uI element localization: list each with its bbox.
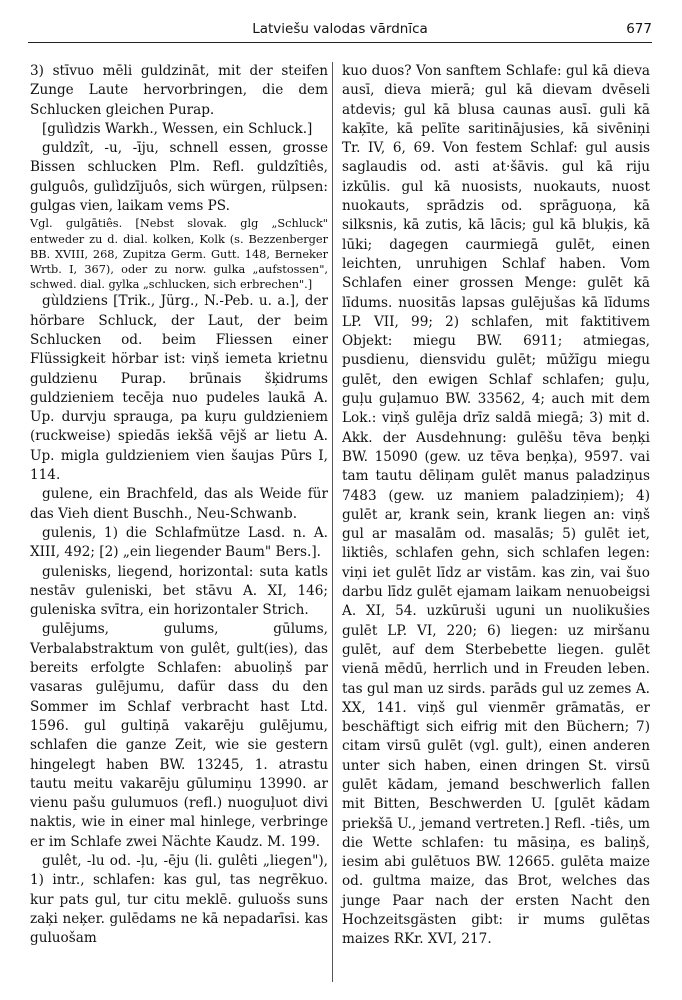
page-number: 677 <box>626 21 652 37</box>
entry-paragraph: 3) stīvuo mēli guldzināt, mit der steifen Zunge Laute hervorbringen, die dem Schlucken gleichen Purap. <box>30 63 328 118</box>
right-column <box>342 62 650 950</box>
entry-paragraph: gulenis, 1) die Schlafmütze Lasd. n. A. XIII, 492; [2) „ein liegender Baum" Bers.]. <box>30 524 328 561</box>
header-rule <box>28 42 652 43</box>
entry-paragraph: gulene, ein Brachfeld, das als Weide für das Vieh dient Buschh., Neu-Schwanb. <box>30 486 328 522</box>
page-header <box>28 18 652 40</box>
entry-paragraph: [gulìdzis Warkh., Wessen, ein Schluck.] <box>42 120 313 137</box>
left-column <box>30 62 328 948</box>
entry-paragraph: gulêt, -lu od. -ļu, -ēju (li. gulêti „liegen"), 1) intr., schlafen: kas gul, tas negrēkuo. kur pats gul, tur citu meklē. guluošs suns zaķi neķer. gulēdams ne kā nepadarīsi. kas guluošam <box>30 853 328 947</box>
entry-paragraph: gulenisks, liegend, horizontal: suta katls nestāv guleniski, bet stāvu A. XI, 146; guleniska svītra, ein horizontaler Strich. <box>30 563 328 619</box>
entry-paragraph: kuo duos? Von sanftem Schlafe: gul kā dieva ausī, dieva mierā; gul kā dievam dvēseli atdevis; gul kā blusa caunas ausī. guli kā kaķīte, kā pelīte saritinājusies, kā sivēniņi Tr. IV, 6, 69. Von festem Schlaf: gul ausis saglaudis od. asti at·šāvis. gul kā riju izkūlis. gul kā nuosists, nuokauts, nuost nuokauts, sprādzis od. sprāguoņa, kā silksnis, kā zutis, kā lācis; gul kā bluķis, kā lūki; dagegen caurmiegā gulēt, einen leichten, unruhigen Schlaf haben. Vom Schlafen einer grossen Menge: gulēt kā līdums. nuositās lapsas gulējušas kā līdums LP. VII, 99; 2) schlafen, mit faktitivem Objekt: miegu BW. 6911; atmiegas, pusdienu, diensvidu gulēt; mūžīgu miegu gulēt, den ewigen Schlaf schlafen; guļu, guļu guļamuo BW. 33562, 4; auch mit dem Lok.: viņš gulēja drīz saldā miegā; 3) mit d. Akk. der Ausdehnung: gulēšu tēva beņķi BW. 15090 (gew. uz tēva beņķa), 9597. vai tam tautu dēliņam gulēt manus paladziņus 7483 (gew. uz maniem paladziņiem); 4) gulēt ar, krank sein, krank liegen an: viņš gul ar masalām od. masalās; 5) gulēt iet, liktiês, schlafen gehn, sich schlafen legen: viņi iet gulēt līdz ar vistām. kas zin, vai šuo darbu līdz gulēt ejamam laikam nenuobeigsi A. XI, 54. uzkūruši uguni un nuolikušies gulēt LP. VI, 220; 6) liegen: uz miršanu gulēt, auf dem Sterbebette liegen. gulēt vienā mēdū, herrlich und in Freuden leben. tas gul man uz sirds. parāds gul uz zemes A. XX, 141. viņš gul vienmēr grāmatās, er beschäftigt sich eifrig mit den Büchern; 7) citam virsū gulēt (vgl. gult), einen anderen unter sich haben, einen dringen St. virsū gulēt kādam, jemand beschwerlich fallen mit Bitten, Beschwerden U. [gulēt kādam priekšā U., jemand vertreten.] Refl. -tiês, um die Wette schlafen: tu māsiņa, es baliņš, iesim abi gulētuos BW. 12665. gulēta maize od. gultma maize, das Brot, welches das junge Paar nach der ersten Nacht den Hochzeitsgästen gibt: ir mums gulētas maizes RKr. XVI, 217. <box>342 63 650 948</box>
column-divider <box>332 62 333 982</box>
etymology-note: Vgl. gulgātiês. [Nebst slovak. glg „Schluck" entweder zu d. dial. kolken, Kolk (s. Bezzenberger BB. XVIII, 268, Zupitza Germ. Gutt. 148, Berneker Wrtb. I, 367), oder zu norw. gulka „aufstossen", schwed. dial. gylka „schlucken, sich erbrechen".] <box>30 217 328 292</box>
entry-paragraph: gulējums, gulums, gūlums, Verbalabstraktum von gulêt, gult(ies), das bereits erfolgte Schlafen: abuoliņš par vasaras gulējumu, dafür dass du den Sommer im Schlaf verbracht hast Ltd. 1596. gul gultiņā vakarēju gulējumu, schlafen die ganze Zeit, wie sie gestern hingelegt haben BW. 13245, 1. atrastu tautu meitu vakarēju gūlumiņu 13990. ar vienu pašu gulumuos (refl.) nuoguļuot divi naktis, wie in einer mal hinlege, verbringe er im Schlafe zwei Nächte Kaudz. M. 199. <box>30 621 328 850</box>
entry-paragraph: guldzît, -u, -īju, schnell essen, grosse Bissen schlucken Plm. Refl. guldzîtiês, gulguôs, gulìdzījuôs, sich würgen, rülpsen: gulgas vien, laikam vems PS. <box>30 140 328 215</box>
running-title: Latviešu valodas vārdnīca <box>252 21 428 37</box>
entry-paragraph: gùldziens [Trik., Jürg., N.-Peb. u. a.], der hörbare Schluck, der Laut, der beim Schlucken od. beim Fliessen einer Flüssigkeit hörbar ist: viņš iemeta krietnu guldzienu Purap. brūnais šķidrums guldzieniem tecēja nuo pudeles laukā A. Up. durvju sprauga, pa kuŗu guldzieniem (ruckweise) spiedās iekšā vējš ar lietu A. Up. migla guldzieniem vien šaujas Pūrs I, 114. <box>30 293 328 484</box>
